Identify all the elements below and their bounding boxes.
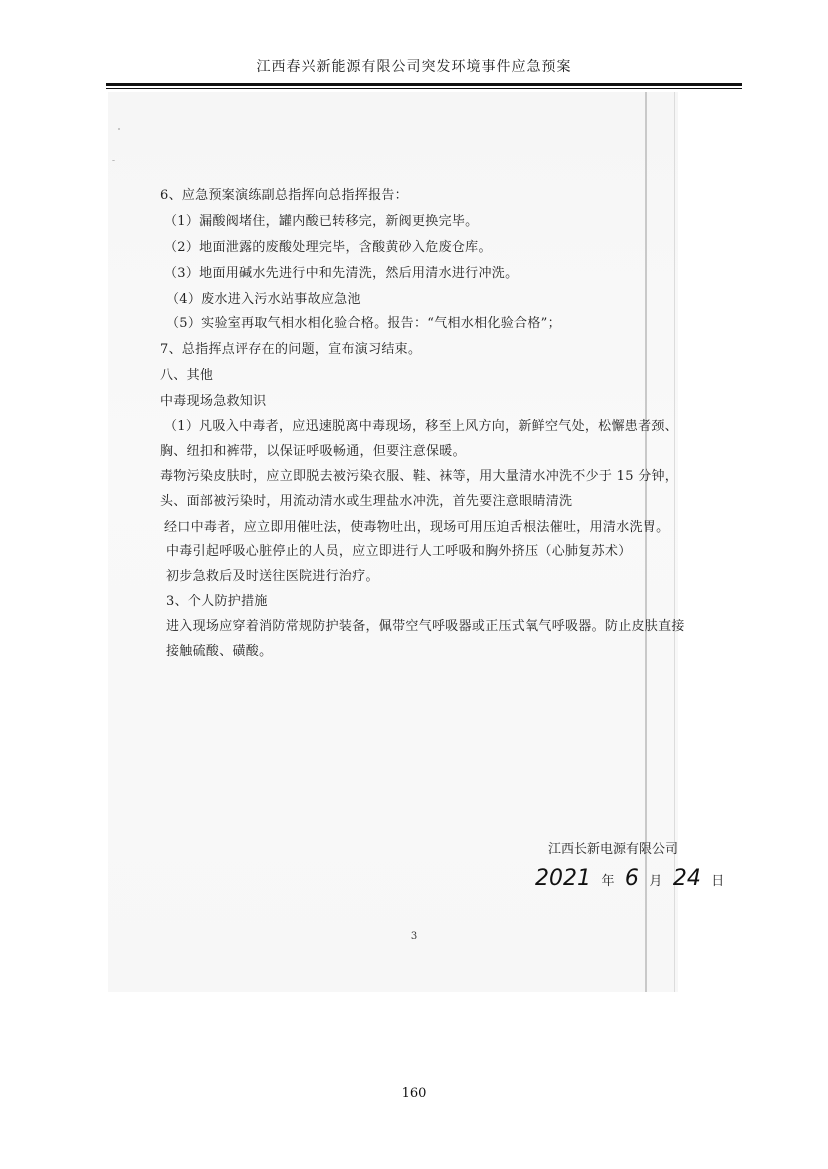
header-rule-thick [106, 83, 742, 86]
handwritten-year: 2021 [535, 866, 591, 891]
scan-line-7-heading: 7、总指挥点评存在的问题，宣布演习结束。 [160, 342, 422, 357]
scan-line-inhalation-1: （1）凡吸入中毒者，应迅速脱离中毒现场，移至上风方向，新鲜空气处，松懈患者颈、 [164, 419, 678, 434]
document-page-number: 160 [401, 1086, 427, 1101]
scan-speck [112, 160, 115, 161]
scan-line-item-3: （3）地面用碱水先进行中和先清洗，然后用清水进行冲洗。 [164, 266, 519, 281]
handwritten-month: 6 [624, 866, 639, 891]
scan-page-number: 3 [410, 931, 418, 942]
scan-speck [118, 128, 120, 130]
scan-line-cpr: 中毒引起呼吸心脏停止的人员，应立即进行人工呼吸和胸外挤压（心肺复苏术） [166, 544, 632, 559]
scan-line-item-2: （2）地面泄露的废酸处理完毕，含酸黄砂入危废仓库。 [164, 240, 492, 255]
month-char: 月 [649, 874, 663, 889]
signing-date [535, 866, 730, 891]
scan-line-section-8: 八、其他 [160, 368, 214, 383]
year-char: 年 [601, 874, 615, 889]
scan-line-skin-2: 头、面部被污染时，用流动清水或生理盐水冲洗，首先要注意眼睛清洗 [160, 494, 573, 509]
scan-line-protection-1: 进入现场应穿着消防常规防护装备，佩带空气呼吸器或正压式氧气呼吸器。防止皮肤直接 [166, 619, 685, 634]
header-rule-thin [106, 88, 742, 89]
scan-line-protection-2: 接触硫酸、磺酸。 [166, 644, 273, 659]
scan-line-item-5: （5）实验室再取气相水相化验合格。报告：“气相水相化验合格”； [166, 316, 561, 331]
scan-line-first-aid-title: 中毒现场急救知识 [160, 394, 267, 409]
scan-line-hospital: 初步急救后及时送往医院进行治疗。 [166, 569, 379, 584]
handwritten-day: 24 [672, 866, 701, 891]
scan-edge-line [674, 92, 675, 992]
scan-line-item-1: （1）漏酸阀堵住，罐内酸已转移完，新阀更换完毕。 [164, 214, 479, 229]
scan-line-item-4: （4）废水进入污水站事故应急池 [166, 292, 361, 307]
scan-line-protection-heading: 3、个人防护措施 [166, 594, 268, 609]
scan-line-inhalation-2: 胸、纽扣和裤带，以保证呼吸畅通，但要注意保暖。 [160, 444, 466, 459]
scan-line-6-heading: 6、应急预案演练副总指挥向总指挥报告： [160, 188, 408, 203]
scan-fold-line [645, 92, 647, 992]
scan-line-oral: 经口中毒者，应立即用催吐法，使毒物吐出，现场可用压迫舌根法催吐，用清水洗胃。 [164, 520, 670, 535]
signing-company: 江西长新电源有限公司 [548, 842, 679, 857]
day-char: 日 [711, 874, 725, 889]
document-header-title: 江西春兴新能源有限公司突发环境事件应急预案 [256, 59, 572, 75]
scan-line-skin-1: 毒物污染皮肤时，应立即脱去被污染衣服、鞋、袜等，用大量清水冲洗不少于 15 分钟， [160, 469, 679, 484]
